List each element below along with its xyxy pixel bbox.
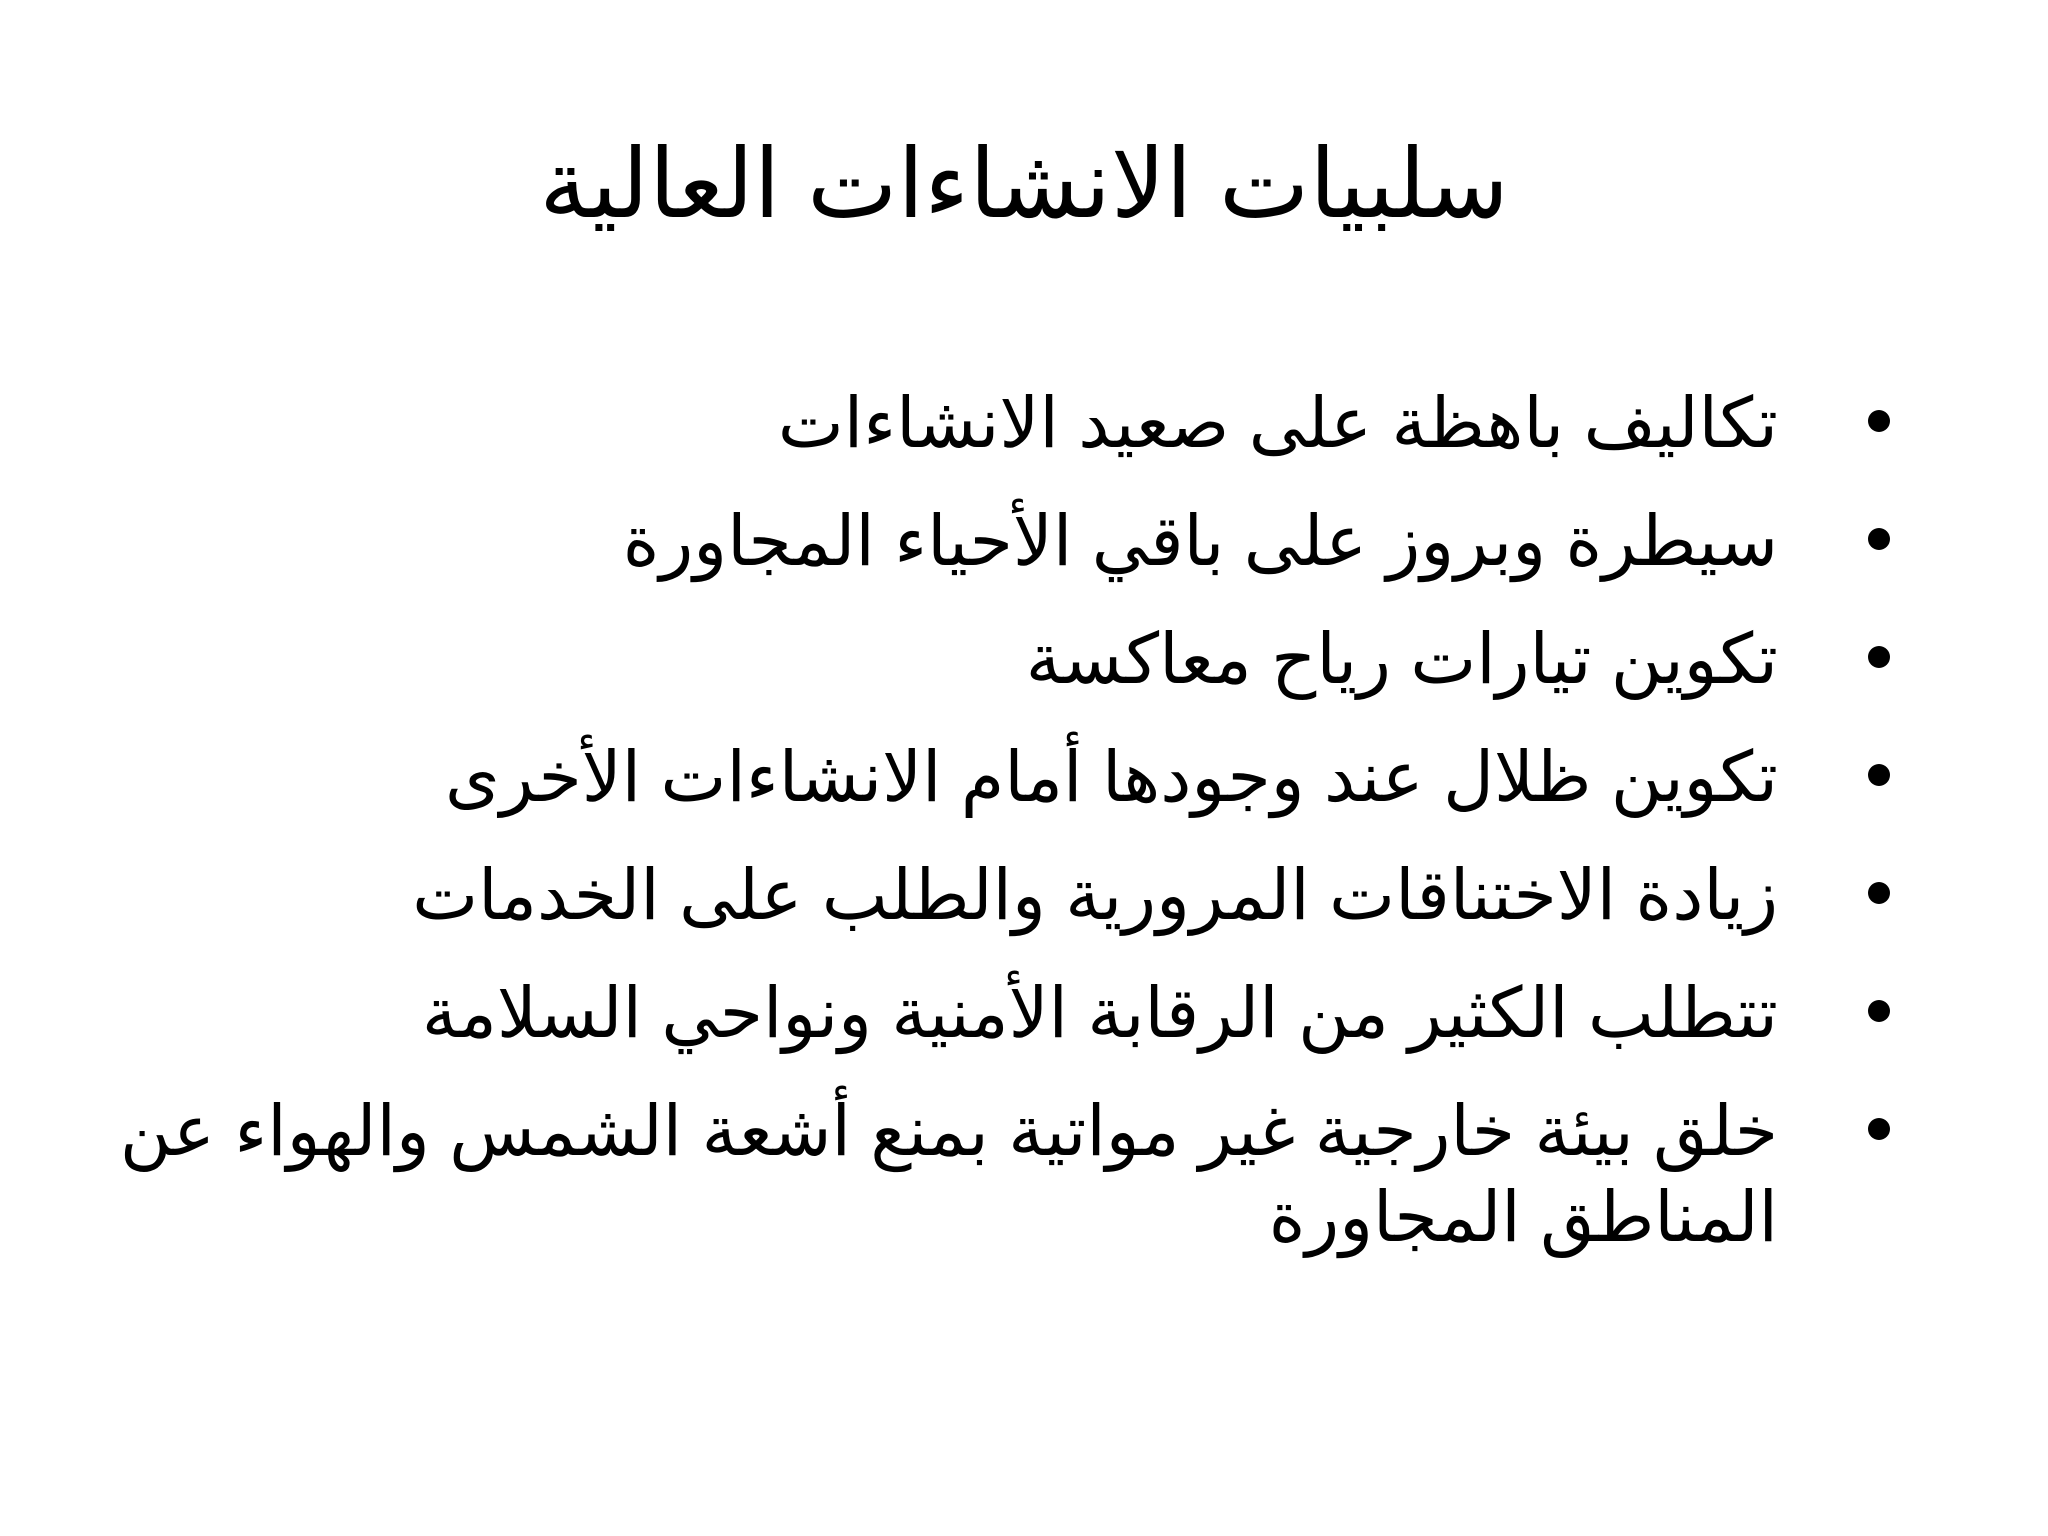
bullet-item xyxy=(98,1088,1938,1260)
bullet-text: خلق بيئة خارجية غير مواتية بمنع أشعة الشمس والهواء عن المناطق المجاورة xyxy=(119,1092,1778,1256)
bullet-dot-icon xyxy=(1868,410,1890,432)
bullet-item xyxy=(98,734,1938,820)
bullet-dot-icon xyxy=(1868,882,1890,904)
bullet-text: تكوين ظلال عند وجودها أمام الانشاءات الأخرى xyxy=(445,738,1778,816)
bullet-text: تكوين تيارات رياح معاكسة xyxy=(1025,620,1778,698)
bullet-dot-icon xyxy=(1868,764,1890,786)
bullet-item xyxy=(98,498,1938,584)
bullet-dot-icon xyxy=(1868,1118,1890,1140)
bullet-item xyxy=(98,970,1938,1056)
bullet-dot-icon xyxy=(1868,528,1890,550)
bullet-list xyxy=(98,380,1938,1292)
bullet-text: سيطرة وبروز على باقي الأحياء المجاورة xyxy=(622,502,1778,580)
bullet-item xyxy=(98,852,1938,938)
bullet-dot-icon xyxy=(1868,646,1890,668)
bullet-item xyxy=(98,616,1938,702)
bullet-text: زيادة الاختناقات المرورية والطلب على الخدمات xyxy=(412,856,1778,934)
bullet-dot-icon xyxy=(1868,1000,1890,1022)
bullet-item xyxy=(98,380,1938,466)
slide-title: سلبيات الانشاءات العالية xyxy=(539,131,1509,238)
bullet-text: تكاليف باهظة على صعيد الانشاءات xyxy=(777,384,1778,462)
bullet-text: تتطلب الكثير من الرقابة الأمنية ونواحي السلامة xyxy=(421,974,1778,1052)
